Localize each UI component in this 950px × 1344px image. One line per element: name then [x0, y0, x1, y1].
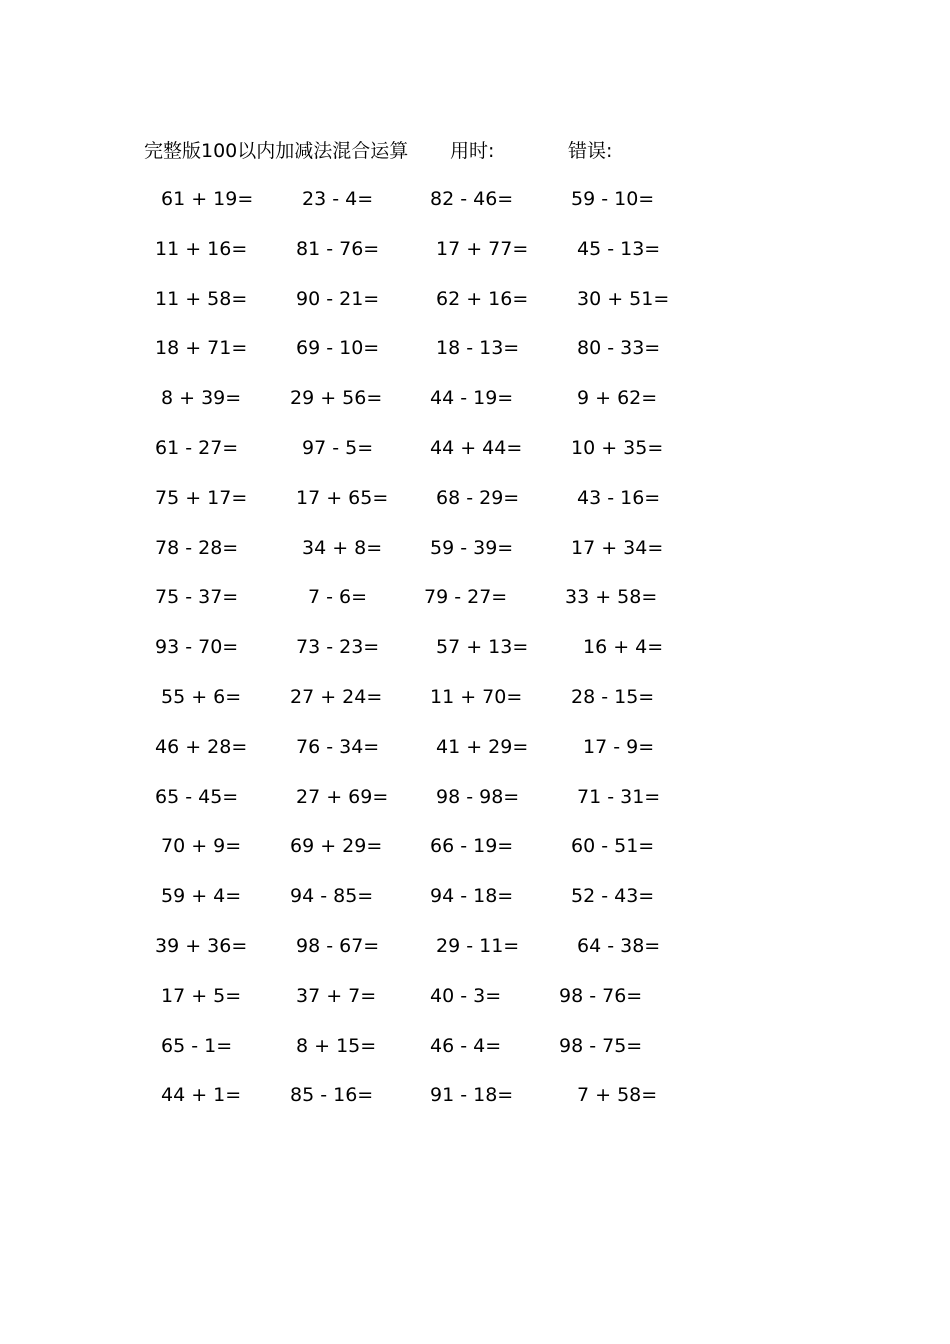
problem-row [0, 384, 950, 434]
problem-item: 33 + 58= [565, 586, 658, 609]
problem-item: 30 + 51= [577, 287, 670, 310]
problem-item: 9 + 62= [577, 387, 658, 410]
problem-item: 39 + 36= [155, 934, 248, 957]
problem-item: 46 + 28= [155, 735, 248, 758]
problem-item: 27 + 69= [296, 785, 389, 808]
problem-item: 7 - 6= [308, 586, 368, 609]
worksheet-title: 完整版100以内加减法混合运算 [144, 140, 409, 162]
problem-item: 46 - 4= [430, 1034, 502, 1057]
problem-item: 62 + 16= [436, 287, 529, 310]
problem-row [0, 733, 950, 783]
problem-item: 69 + 29= [290, 835, 383, 858]
problem-item: 17 + 5= [161, 984, 242, 1007]
problem-item: 76 - 34= [296, 735, 380, 758]
problem-item: 60 - 51= [571, 835, 655, 858]
problem-item: 11 + 16= [155, 237, 248, 260]
problem-row [0, 235, 950, 285]
problem-item: 94 - 85= [290, 885, 374, 908]
problem-row [0, 783, 950, 833]
problem-item: 17 + 65= [296, 486, 389, 509]
problem-item: 16 + 4= [583, 636, 664, 659]
problem-item: 75 + 17= [155, 486, 248, 509]
problem-item: 44 + 1= [161, 1084, 242, 1107]
problem-row [0, 534, 950, 584]
problem-item: 98 - 76= [559, 984, 643, 1007]
problem-row [0, 832, 950, 882]
problem-item: 91 - 18= [430, 1084, 514, 1107]
problem-item: 61 - 27= [155, 436, 239, 459]
problem-item: 73 - 23= [296, 636, 380, 659]
problem-item: 66 - 19= [430, 835, 514, 858]
problem-item: 75 - 37= [155, 586, 239, 609]
problem-item: 11 + 70= [430, 685, 523, 708]
problem-item: 59 - 39= [430, 536, 514, 559]
problem-item: 59 + 4= [161, 885, 242, 908]
problem-item: 45 - 13= [577, 237, 661, 260]
problem-item: 8 + 15= [296, 1034, 377, 1057]
problem-item: 59 - 10= [571, 188, 655, 210]
problem-item: 64 - 38= [577, 934, 661, 957]
problem-item: 97 - 5= [302, 436, 374, 459]
problem-item: 17 + 34= [571, 536, 664, 559]
problem-item: 44 - 19= [430, 387, 514, 410]
problem-row [0, 1032, 950, 1082]
problem-item: 65 - 45= [155, 785, 239, 808]
problem-item: 17 - 9= [583, 735, 655, 758]
problem-item: 61 + 19= [161, 188, 254, 210]
problem-item: 80 - 33= [577, 337, 661, 360]
problem-row [0, 1081, 950, 1131]
problem-item: 18 - 13= [436, 337, 520, 360]
problem-item: 78 - 28= [155, 536, 239, 559]
problem-item: 79 - 27= [424, 586, 508, 609]
problem-item: 98 - 75= [559, 1034, 643, 1057]
problem-item: 27 + 24= [290, 685, 383, 708]
problem-row [0, 982, 950, 1032]
problem-item: 29 + 56= [290, 387, 383, 410]
problem-item: 34 + 8= [302, 536, 383, 559]
problem-row [0, 683, 950, 733]
problem-item: 10 + 35= [571, 436, 664, 459]
problem-row [0, 434, 950, 484]
problem-item: 93 - 70= [155, 636, 239, 659]
problem-item: 43 - 16= [577, 486, 661, 509]
problem-item: 57 + 13= [436, 636, 529, 659]
time-label: 用时: [450, 140, 495, 162]
problem-item: 37 + 7= [296, 984, 377, 1007]
problem-item: 44 + 44= [430, 436, 523, 459]
problem-row [0, 583, 950, 633]
problem-item: 98 - 67= [296, 934, 380, 957]
problem-row [0, 882, 950, 932]
problem-row [0, 285, 950, 335]
problem-item: 8 + 39= [161, 387, 242, 410]
problem-item: 98 - 98= [436, 785, 520, 808]
problem-row [0, 484, 950, 534]
problem-item: 17 + 77= [436, 237, 529, 260]
problem-item: 94 - 18= [430, 885, 514, 908]
problem-item: 7 + 58= [577, 1084, 658, 1107]
problem-item: 81 - 76= [296, 237, 380, 260]
problem-item: 28 - 15= [571, 685, 655, 708]
problem-item: 55 + 6= [161, 685, 242, 708]
problem-item: 23 - 4= [302, 188, 374, 210]
problem-item: 40 - 3= [430, 984, 502, 1007]
problem-grid [0, 185, 950, 1131]
errors-label: 错误: [568, 140, 613, 162]
problem-row [0, 334, 950, 384]
problem-row [0, 185, 950, 235]
problem-row [0, 932, 950, 982]
problem-item: 69 - 10= [296, 337, 380, 360]
problem-item: 68 - 29= [436, 486, 520, 509]
problem-item: 18 + 71= [155, 337, 248, 360]
problem-item: 65 - 1= [161, 1034, 233, 1057]
problem-item: 41 + 29= [436, 735, 529, 758]
problem-item: 71 - 31= [577, 785, 661, 808]
problem-item: 85 - 16= [290, 1084, 374, 1107]
problem-item: 82 - 46= [430, 188, 514, 210]
problem-item: 90 - 21= [296, 287, 380, 310]
problem-item: 52 - 43= [571, 885, 655, 908]
problem-row [0, 633, 950, 683]
problem-item: 70 + 9= [161, 835, 242, 858]
problem-item: 29 - 11= [436, 934, 520, 957]
problem-item: 11 + 58= [155, 287, 248, 310]
